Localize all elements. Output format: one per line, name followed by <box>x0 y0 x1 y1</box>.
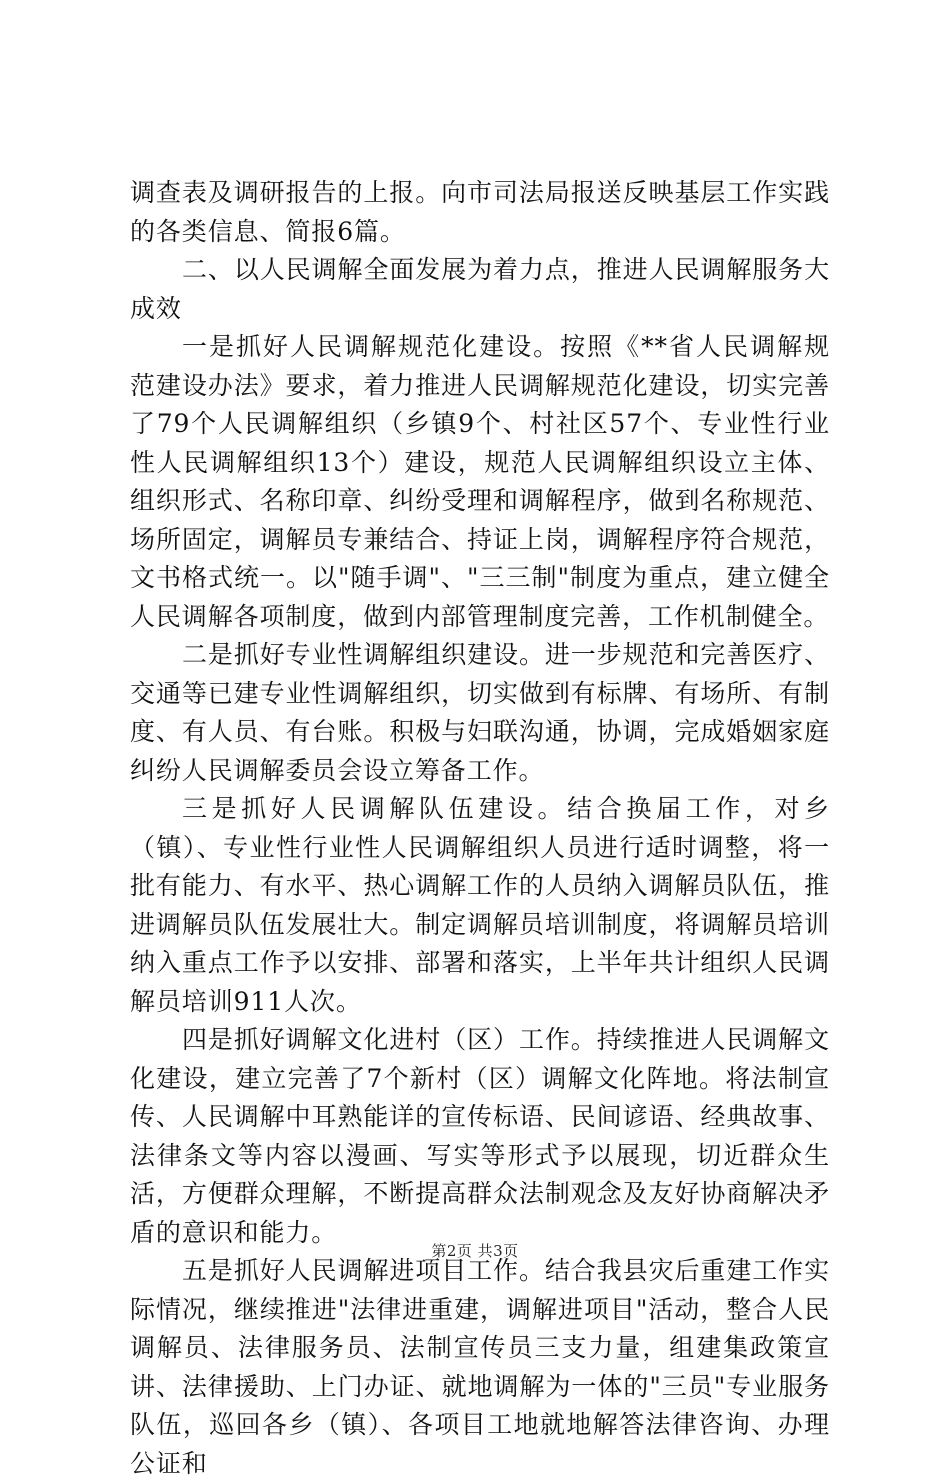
document-body <box>130 174 830 1483</box>
page-footer: 第2页 共3页 <box>431 1242 519 1260</box>
paragraph-team-building: 三是抓好人民调解队伍建设。结合换届工作，对乡（镇）、专业性行业性人民调解组织人员进行适时调整，将一批有能力、有水平、热心调解工作的人员纳入调解员队伍，推进调解员队伍发展壮大。制定调解员培训制度，将调解员培训纳入重点工作予以安排、部署和落实，上半年共计组织人民调解员培训911人次。 <box>130 794 830 1016</box>
paragraph-culture-villages: 四是抓好调解文化进村（区）工作。持续推进人民调解文化建设，建立完善了7个新村（区）调解文化阵地。将法制宣传、人民调解中耳熟能详的宣传标语、民间谚语、经典故事、法律条文等内容以漫画、写实等形式予以展现，切近群众生活，方便群众理解，不断提高群众法制观念及友好协商解决矛盾的意识和能力。 <box>130 1025 830 1247</box>
paragraph-projects: 五是抓好人民调解进项目工作。结合我县灾后重建工作实际情况，继续推进"法律进重建，调解进项目"活动，整合人民调解员、法律服务员、法制宣传员三支力量，组建集政策宣讲、法律援助、上门办证、就地调解为一体的"三员"专业服务队伍，巡回各乡（镇）、各项目工地就地解答法律咨询、办理公证和 <box>130 1256 830 1478</box>
paragraph-standardization: 一是抓好人民调解规范化建设。按照《**省人民调解规范建设办法》要求，着力推进人民调解规范化建设，切实完善了79个人民调解组织（乡镇9个、村社区57个、专业性行业性人民调解组织13个）建设，规范人民调解组织设立主体、组织形式、名称印章、纠纷受理和调解程序，做到名称规范、场所固定，调解员专兼结合、持证上岗，调解程序符合规范，文书格式统一。以"随手调"、"三三制"制度为重点，建立健全人民调解各项制度，做到内部管理制度完善，工作机制健全。 <box>130 332 830 631</box>
section-heading: 二、以人民调解全面发展为着力点，推进人民调解服务大成效 <box>130 255 830 323</box>
paragraph-1: 调查表及调研报告的上报。向市司法局报送反映基层工作实践的各类信息、简报6篇。 <box>130 178 830 246</box>
paragraph-professional-organizations: 二是抓好专业性调解组织建设。进一步规范和完善医疗、交通等已建专业性调解组织，切实做到有标牌、有场所、有制度、有人员、有台账。积极与妇联沟通，协调，完成婚姻家庭纠纷人民调解委员会设立筹备工作。 <box>130 640 830 785</box>
